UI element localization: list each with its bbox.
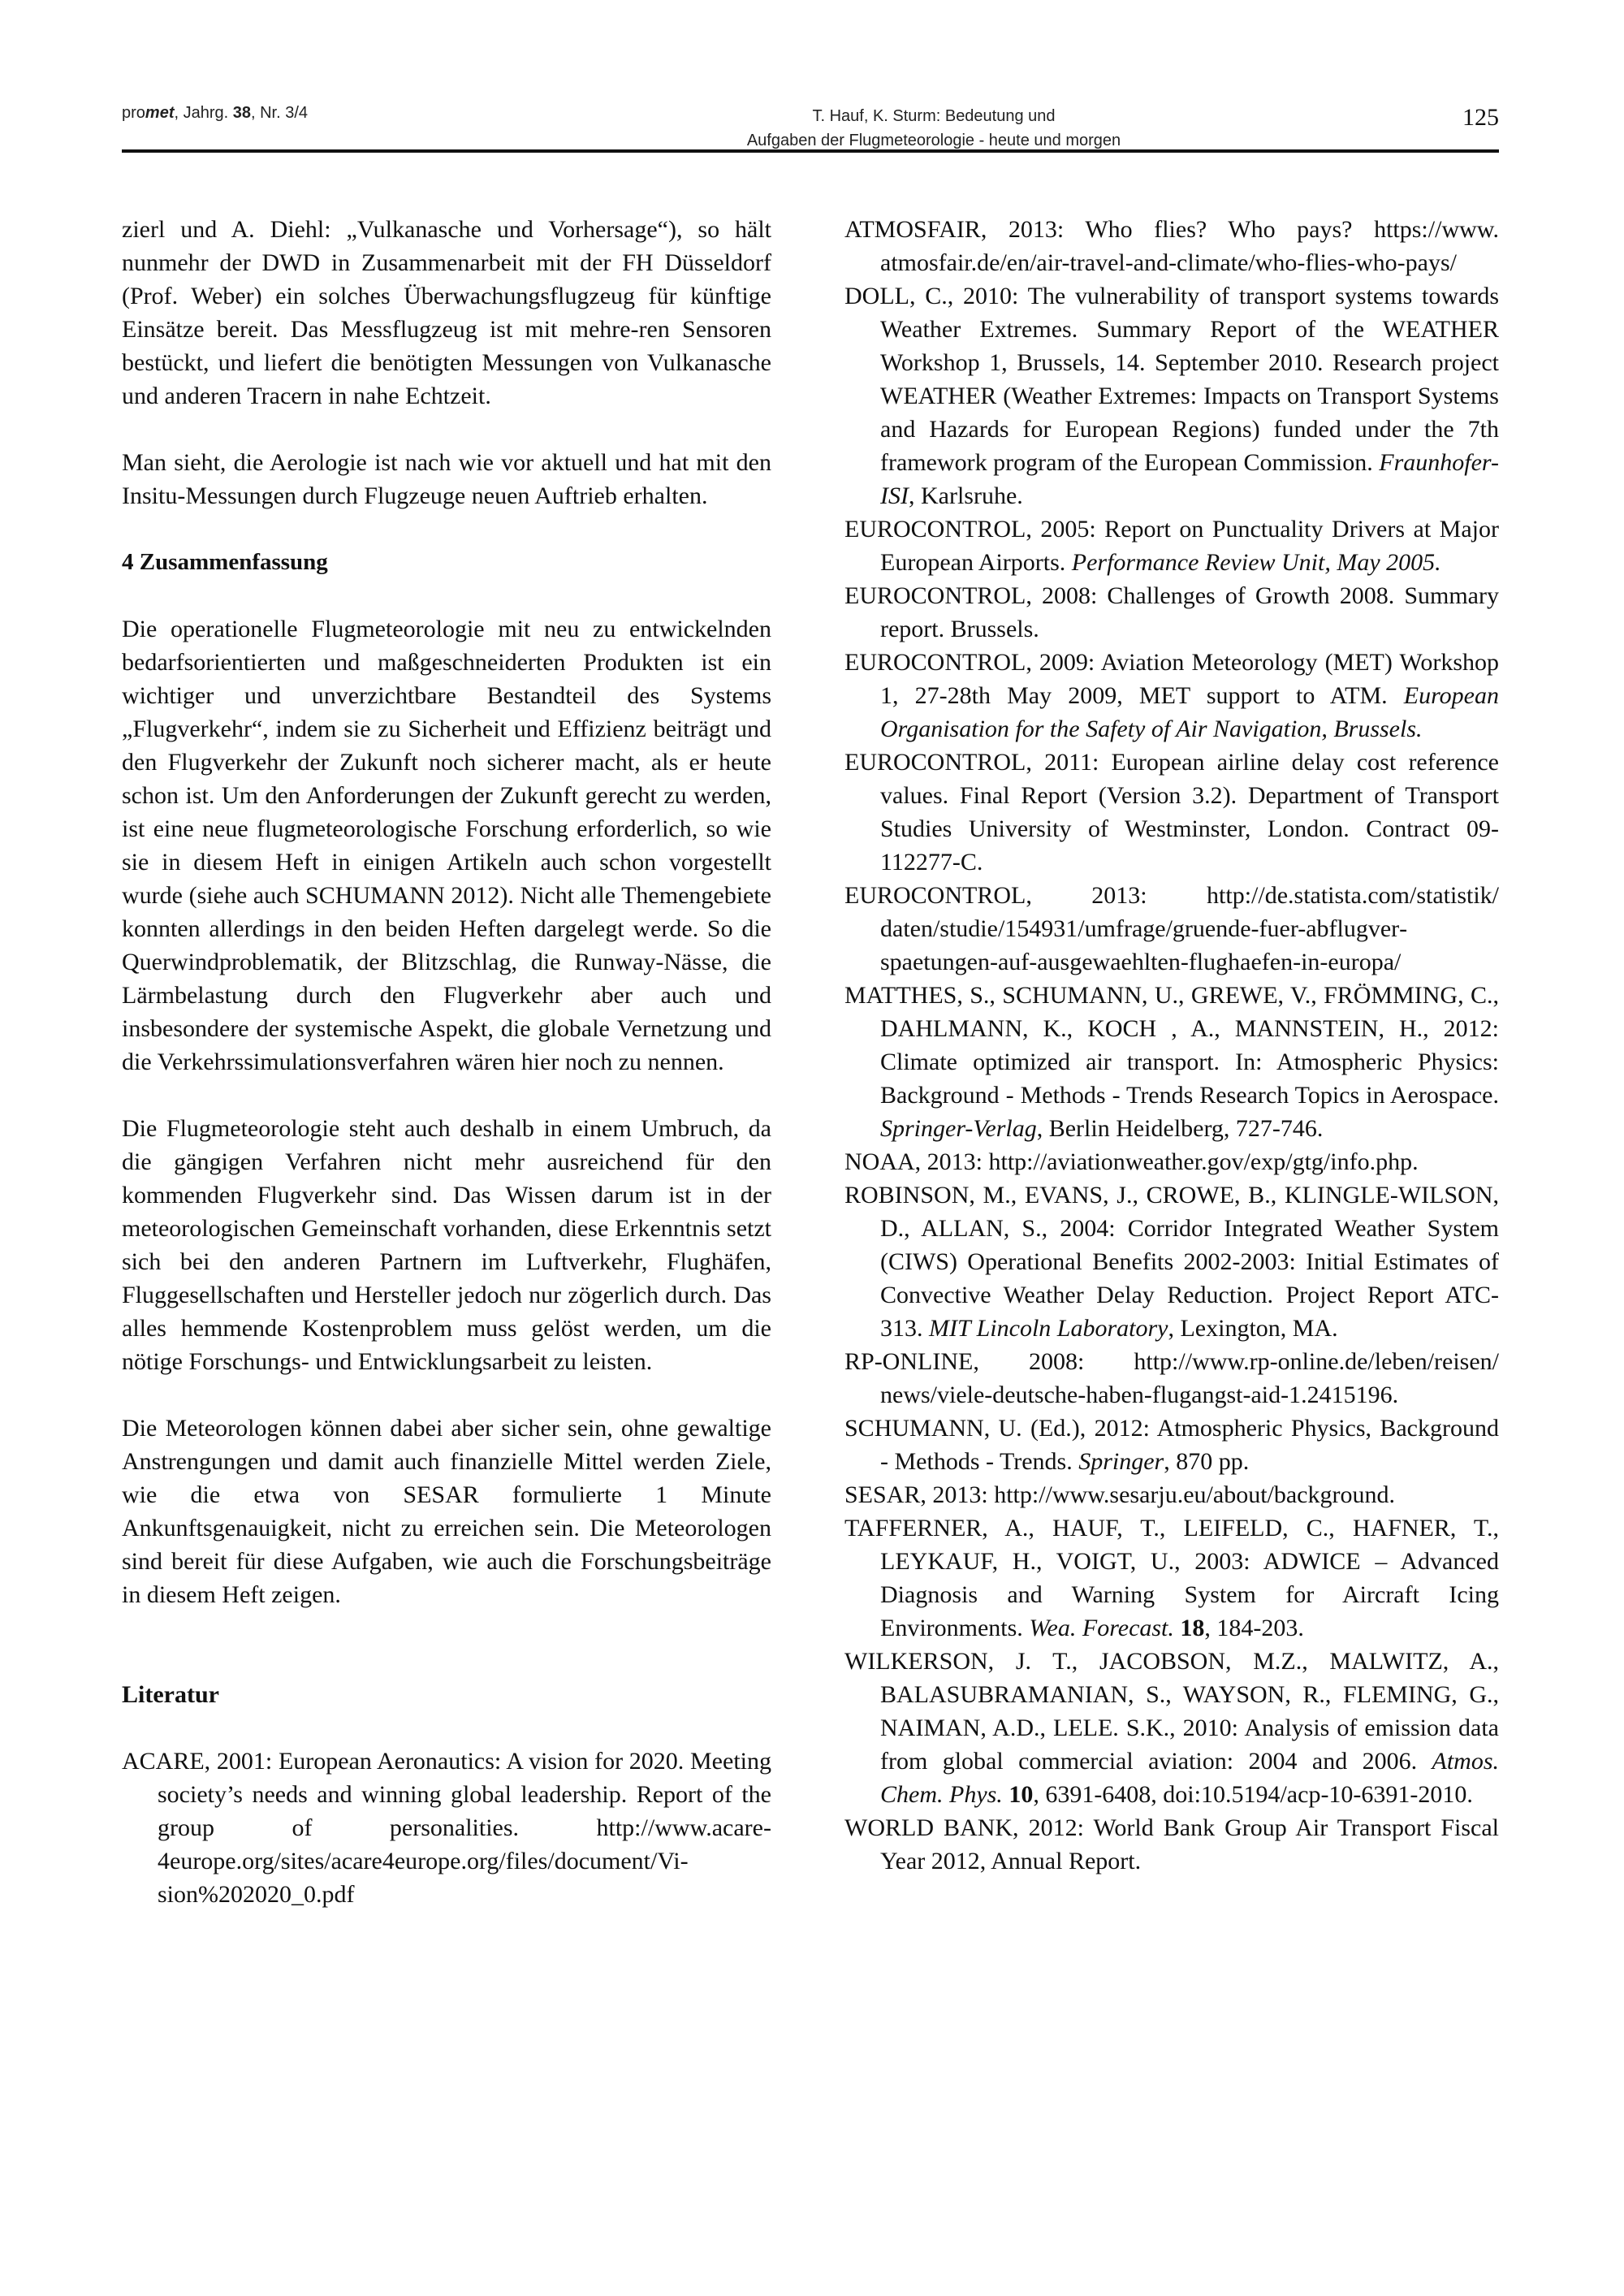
reference-item	[844, 1145, 1499, 1178]
reference-pre: EUROCONTROL, 2005: Report on Punctuality Drivers at Major European Airports.	[844, 516, 1499, 576]
reference-pre: EUROCONTROL, 2008: Challenges of Growth 2008. Summary report. Brussels.	[844, 582, 1499, 642]
paragraph-summary-2: Die Flugmeteorologie steht auch deshalb in einem Umbruch, da die gängigen Verfahren nicht mehr ausreichend für den kommenden Flugverkehr sind. Das Wissen darum ist in der meteorologischen Gemeinschaft vorhanden, diese Erkenntnis setzt sich bei den anderen Partnern im Luftverkehr, Flughäfen, Fluggesellschaften und Hersteller jedoch nur zögerlich durch. Das alles hemmende Kostenproblem muss gelöst werden, um die nötige Forschungs- und Entwicklungsarbeit zu leisten.	[122, 1115, 771, 1375]
reference-item	[844, 579, 1499, 646]
reference-pre: EUROCONTROL, 2013: http://de.statista.com/statistik/ daten/studie/154931/umfrage/gruende-fuer-abflugverspaetungen-auf-ausgewaehlten-flughaefen-in-europa/	[844, 882, 1499, 975]
journal-volume: 38	[232, 104, 251, 122]
reference-item	[844, 213, 1499, 279]
journal-citation	[122, 104, 308, 123]
reference-pre: DOLL, C., 2010: The vulnerability of transport systems towards Weather Extremes. Summary Report of the WEATHER Workshop 1, Brussels, 14. September 2010. Research project WEATHER (Weather Extremes: Impacts on Transport Systems and Hazards for European Regions) funded under the 7th framework program of the European Commission.	[844, 283, 1499, 476]
reference-em: Springer-Verlag	[880, 1115, 1037, 1142]
reference-pre: EUROCONTROL, 2011: European airline delay cost reference values. Final Report (Version 3.2). Department of Transport Studies University of Westminster, London. Contract 09-112277-C.	[844, 749, 1499, 876]
reference-pre: ROBINSON, M., EVANS, J., CROWE, B., KLINGLE-WILSON, D., ALLAN, S., 2004: Corridor Integrated Weather System (CIWS) Operational Benefits 2002-2003: Initial Estimates of Convective Weather Delay Reduction. Project Report ATC-313.	[844, 1182, 1499, 1342]
reference-em: European Organisation for the Safety of Air Navigation, Brussels.	[880, 682, 1499, 742]
running-title-line1: T. Hauf, K. Sturm: Bedeutung und	[812, 107, 1056, 125]
left-column	[122, 213, 771, 1911]
reference-item	[844, 1412, 1499, 1478]
reference-post: , Berlin Heidelberg, 727-746.	[1036, 1115, 1324, 1142]
reference-item	[844, 1345, 1499, 1412]
reference-post: , 184-203.	[1204, 1615, 1304, 1641]
reference-pre: MATTHES, S., SCHUMANN, U., GREWE, V., FRÖMMING, C., DAHLMANN, K., KOCH , A., MANNSTEIN, H., 2012: Climate optimized air transport. In: Atmospheric Physics: Background - Methods - Trends Research Topics in Aerospace.	[844, 982, 1499, 1109]
reference-pre: SESAR, 2013: http://www.sesarju.eu/about/background.	[844, 1481, 1395, 1508]
reference-item	[844, 1645, 1499, 1811]
page-number: 125	[1462, 104, 1499, 131]
reference-bold: 18	[1173, 1615, 1205, 1641]
running-title	[544, 104, 1324, 153]
reference-item	[844, 512, 1499, 579]
section-heading-summary: 4 Zusammenfassung	[122, 549, 328, 575]
reference-item	[844, 279, 1499, 512]
reference-em: Wea. Forecast.	[1029, 1615, 1174, 1641]
paragraph-aerology: Man sieht, die Aerologie ist nach wie vor aktuell und hat mit den Insitu-Messungen durch Flugzeuge neuen Auftrieb erhalten.	[122, 449, 771, 509]
reference-em: Springer	[1078, 1448, 1164, 1475]
running-title-line2: Aufgaben der Flugmeteorologie - heute und morgen	[746, 132, 1121, 149]
reference-pre: WORLD BANK, 2012: World Bank Group Air Transport Fiscal Year 2012, Annual Report.	[844, 1814, 1499, 1874]
reference-pre: NOAA, 2013: http://aviationweather.gov/exp/gtg/info.php.	[844, 1148, 1419, 1175]
reference-pre: TAFFERNER, A., HAUF, T., LEIFELD, C., HAFNER, T., LEYKAUF, H., VOIGT, U., 2003: ADWICE – Advanced Diagnosis and Warning System for Aircraft Icing Environments.	[844, 1515, 1499, 1641]
reference-item	[844, 1178, 1499, 1345]
reference-item: ACARE, 2001: European Aeronautics: A vision for 2020. Meeting society’s needs and winning global leadership. Report of the group of personalities. http://www.acare4europe.org/sites/acare4europe.org/files/document/Vision%202020_0.pdf	[122, 1748, 771, 1908]
paragraph-volcanic-ash: zierl und A. Diehl: „Vulkanasche und Vorhersage“), so hält nunmehr der DWD in Zusammenarbeit mit der FH Düsseldorf (Prof. Weber) ein solches Überwachungsflugzeug für künftige Einsätze bereit. Das Messflugzeug ist mit mehre-ren Sensoren bestückt, und liefert die benötigten Messungen von Vulkanasche und anderen Tracern in nahe Echtzeit.	[122, 216, 771, 409]
reference-em: Performance Review Unit, May 2005.	[1071, 549, 1441, 576]
reference-bold: 10	[1002, 1781, 1034, 1808]
right-column	[844, 213, 1499, 1878]
paragraph-summary-3: Die Meteorologen können dabei aber sicher sein, ohne gewaltige Anstrengungen und damit auch finanzielle Mittel werden Ziele, wie die etwa von SESAR formulierte 1 Minute Ankunftsgenauigkeit, nicht zu erreichen sein. Die Meteorologen sind bereit für diese Aufgaben, wie auch die Forschungsbeiträge in diesem Heft zeigen.	[122, 1415, 771, 1608]
reference-item	[844, 979, 1499, 1145]
reference-em: Fraunhofer-ISI	[880, 449, 1499, 509]
reference-pre: WILKERSON, J. T., JACOBSON, M.Z., MALWITZ, A., BALASUBRAMANIAN, S., WAYSON, R., FLEMING, G., NAIMAN, A.D., LELE. S.K., 2010: Analysis of emission data from global commercial aviation: 2004 and 2006.	[844, 1648, 1499, 1775]
reference-item	[844, 879, 1499, 979]
reference-pre: SCHUMANN, U. (Ed.), 2012: Atmospheric Physics, Background - Methods - Trends.	[844, 1415, 1499, 1475]
reference-em: MIT Lincoln Laboratory	[929, 1315, 1168, 1342]
journal-issue: , Nr. 3/4	[251, 104, 309, 122]
reference-post: , 870 pp.	[1164, 1448, 1250, 1475]
journal-prefix: pro	[122, 104, 145, 122]
reference-item	[844, 746, 1499, 879]
header-rule	[122, 149, 1499, 153]
paragraph-summary-1: Die operationelle Flugmeteorologie mit neu zu entwickelnden bedarfsorientierten und maßgeschneiderten Produkten ist ein wichtiger und unverzichtbare Bestandteil des Systems „Flugverkehr“, indem sie zu Sicherheit und Effizienz beiträgt und den Flugverkehr der Zukunft noch sicherer macht, als er heute schon ist. Um den Anforderungen der Zukunft gerecht zu werden, ist eine neue flugmeteorologische Forschung erforderlich, so wie sie in diesem Heft in einigen Artikeln auch schon vorgestellt wurde (siehe auch SCHUMANN 2012). Nicht alle Themengebiete konnten allerdings in den beiden Heften dargelegt werde. So die Querwindproblematik, der Blitzschlag, die Runway-Nässe, die Lärmbelastung durch den Flugverkehr aber auch und insbesondere der systemische Aspekt, die globale Vernetzung und die Verkehrssimulationsverfahren wären hier noch zu nennen.	[122, 616, 771, 1075]
reference-item	[844, 646, 1499, 746]
reference-post: , 6391-6408, doi:10.5194/acp-10-6391-2010.	[1033, 1781, 1473, 1808]
section-heading-literature: Literatur	[122, 1681, 219, 1708]
journal-brand: met	[145, 104, 175, 122]
reference-item	[844, 1811, 1499, 1878]
reference-post: , Karlsruhe.	[908, 482, 1023, 509]
reference-post: , Lexington, MA.	[1168, 1315, 1338, 1342]
page-header	[122, 0, 1499, 156]
reference-item	[844, 1478, 1499, 1511]
reference-list-left	[122, 1745, 771, 1911]
reference-pre: EUROCONTROL, 2009: Aviation Meteorology (MET) Workshop 1, 27-28th May 2009, MET support to ATM.	[844, 649, 1499, 709]
reference-list-right	[844, 213, 1499, 1878]
reference-pre: RP-ONLINE, 2008: http://www.rp-online.de/leben/reisen/ news/viele-deutsche-haben-flugangst-aid-1.2415196.	[844, 1348, 1499, 1408]
reference-item	[844, 1511, 1499, 1645]
reference-em: Atmos. Chem. Phys.	[880, 1748, 1499, 1808]
journal-rest: , Jahrg.	[174, 104, 233, 122]
reference-pre: ATMOSFAIR, 2013: Who flies? Who pays? https://www. atmosfair.de/en/air-travel-and-climate/who-flies-who-pays/	[844, 216, 1499, 276]
